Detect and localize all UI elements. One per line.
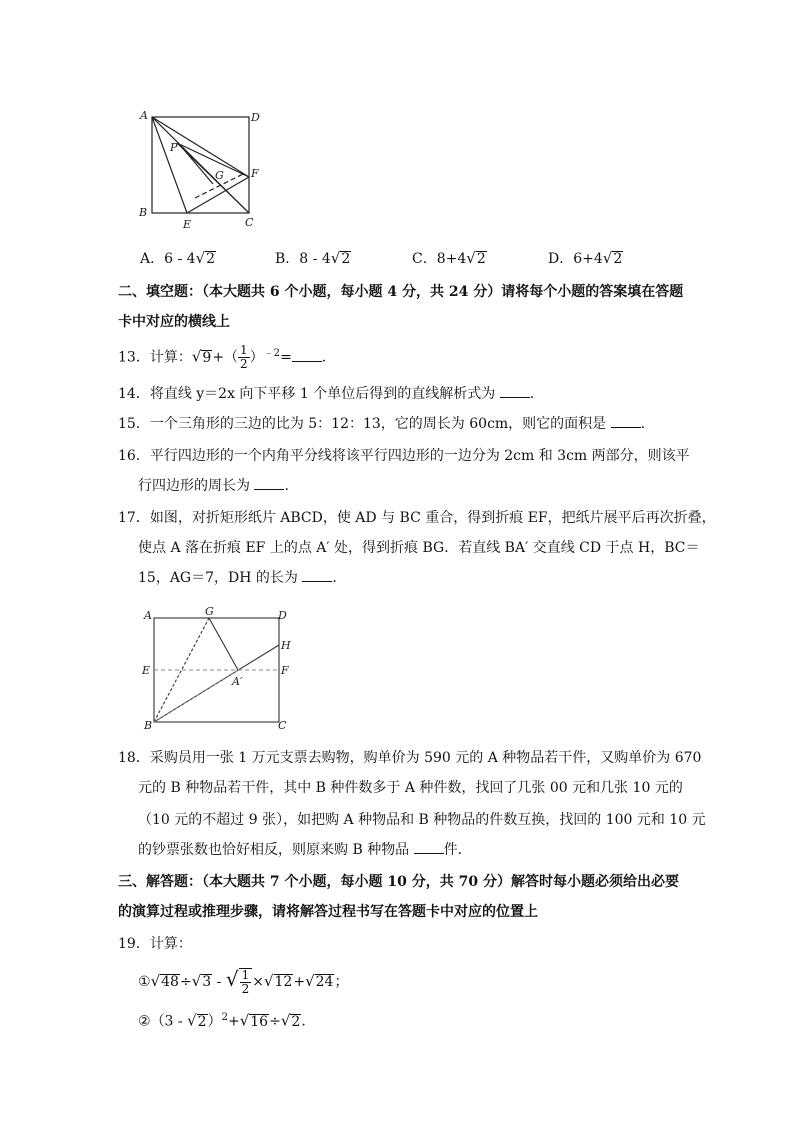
question-13: 13．计算：√9+（ $\frac{1}{2}$ ）$^{﹣2}$= . [118, 343, 327, 372]
fig2-label-C: C [278, 719, 287, 732]
option-d: D．6+4√2 [548, 249, 623, 267]
question-16-line1: 16．平行四边形的一个内角平分线将该平行四边形的一边分为 2cm 和 3cm 两部分，则该平 [118, 448, 690, 464]
fig2-label-F: F [281, 664, 289, 677]
fig1-label-C: C [245, 216, 254, 229]
fig1-label-A: A [140, 109, 148, 122]
fig1-label-B: B [139, 206, 148, 219]
figure-square-abcd [135, 105, 270, 230]
fig1-label-E: E [183, 218, 192, 230]
fig2-label-E: E [142, 664, 151, 677]
question-15: 15．一个三角形的三边的比为 5：12：13，它的周长为 60cm，则它的面积是 . [118, 416, 646, 432]
question-19-part2: ②（3 - √2）$^2$+√16÷√2. [138, 1011, 306, 1030]
fig2-label-A: A [144, 609, 152, 622]
question-18-line3: （10 元的不超过 9 张），如把购 A 种物品和 B 种物品的件数互换，找回的 100 元和 10 元 [138, 812, 706, 828]
section3-header-line2: 的演算过程或推理步骤，请将解答过程书写在答题卡中对应的位置上 [118, 904, 538, 920]
fig1-label-D: D [251, 111, 260, 124]
question-19-part1: ①√48÷√3 - √ $\frac{1}{2}$ ×√12+√24； [138, 967, 349, 996]
question-17-line1: 17．如图，对折矩形纸片 ABCD，使 AD 与 BC 重合，得到折痕 EF，把纸片展平后再次折叠， [118, 510, 716, 526]
question-18-line2: 元的 B 种物品若干件，其中 B 种件数多于 A 种件数，找回了几张 00 元和几张 10 元的 [138, 780, 683, 796]
fig2-label-H: H [281, 639, 291, 652]
option-b: B．8 - 4√2 [275, 249, 351, 267]
section3-header-line1: 三、解答题：（本大题共 7 个小题，每小题 10 分，共 70 分）解答时每小题必须给出必要 [118, 874, 679, 890]
fig2-label-D: D [278, 609, 287, 622]
option-c: C．8+4√2 [412, 249, 486, 267]
question-18-line1: 18．采购员用一张 1 万元支票去购物，购单价为 590 元的 A 种物品若干件，又购单价为 670 [118, 750, 702, 766]
fig1-label-G: G [215, 169, 224, 182]
question-14: 14．将直线 y＝2x 向下平移 1 个单位后得到的直线解析式为 . [118, 386, 535, 402]
question-18-line4: 的钞票张数也恰好相反，则原来购 B 种物品 件． [138, 842, 472, 858]
fig1-label-F: F [251, 167, 259, 180]
fig2-label-B: B [144, 719, 153, 732]
option-a: A．6 - 4√2 [140, 249, 216, 267]
fig1-label-P: P [170, 141, 178, 154]
question-16-line2: 行四边形的周长为 . [138, 478, 289, 494]
fig2-label-G: G [205, 605, 214, 618]
question-19-title: 19．计算： [118, 936, 192, 952]
fig2-label-A-prime: A′ [232, 675, 243, 688]
question-17-line2: 使点 A 落在折痕 EF 上的点 A′ 处，得到折痕 BG．若直线 BA′ 交直线 CD 于点 H，BC＝ [138, 540, 700, 556]
section2-header-line1: 二、填空题：（本大题共 6 个小题，每小题 4 分，共 24 分）请将每个小题的答案填在答题 [118, 284, 684, 300]
figure-rectangle-fold [138, 605, 298, 733]
section2-header-line2: 卡中对应的横线上 [118, 314, 230, 330]
question-17-line3: 15，AG＝7，DH 的长为 . [138, 570, 337, 586]
